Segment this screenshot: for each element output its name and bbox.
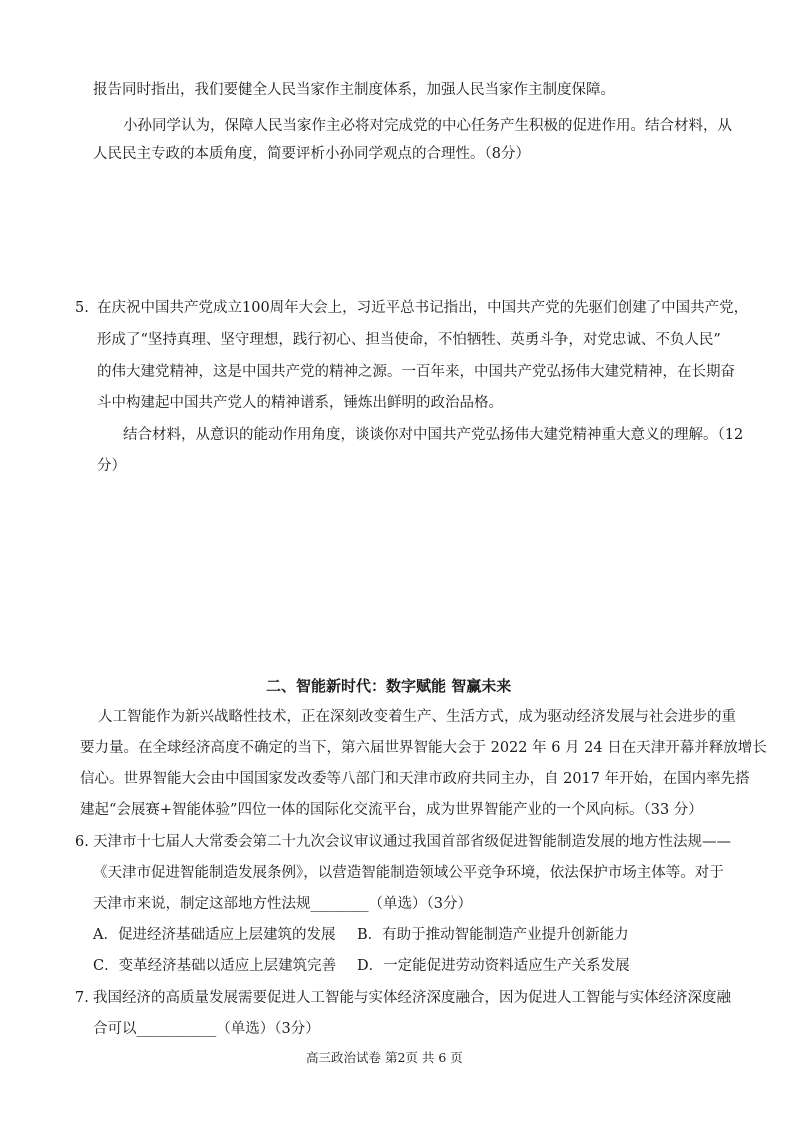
q5-prompt-line-1: 结合材料，从意识的能动作用角度，谈谈你对中国共产党弘扬伟大建党精神重大意义的理解。（12 [123,427,744,443]
q6-option-c: C．变革经济基础以适应上层建筑完善 [93,958,337,974]
section-intro-line-1: 人工智能作为新兴战略性技术，正在深刻改变着生产、生活方式，成为驱动经济发展与社会进步的重 [98,709,736,725]
q5-line-3: 的伟大建党精神，这是中国共产党的精神之源。一百年来，中国共产党弘扬伟大建党精神，在长期奋 [97,364,735,380]
section-intro-line-2: 要力量。在全球经济高度不确定的当下，第六届世界智能大会于 2022 年 6 月 24 日在天津开幕并释放增长 [80,740,767,756]
section-intro-line-3: 信心。世界智能大会由中国国家发改委等八部门和天津市政府共同主办，自 2017 年开始，在国内率先搭 [80,771,750,787]
section-title: 二、智能新时代：数字赋能 智赢未来 [266,677,512,695]
q4-line-1: 报告同时指出，我们要健全人民当家作主制度体系，加强人民当家作主制度保障。 [93,82,615,98]
q6-option-b: B．有助于推动智能制造产业提升创新能力 [357,927,629,943]
q4-prompt-line-1: 小孙同学认为，保障人民当家作主必将对完成党的中心任务产生积极的促进作用。结合材料，从 [123,118,732,134]
q5-number: 5. [75,300,89,316]
q5-line-2: 形成了“坚持真理、坚守理想，践行初心、担当使命，不怕牺牲、英勇斗争，对党忠诚、不负人民” [97,332,721,348]
q7-line-2: 合可以___________（单选）（3分） [93,1021,320,1037]
q6-option-a: A．促进经济基础适应上层建筑的发展 [93,927,336,943]
q6-line-1: 天津市十七届人大常委会第二十九次会议审议通过我国首部省级促进智能制造发展的地方性法规—— [93,834,731,850]
section-intro-line-4: 建起“会展赛+智能体验”四位一体的国际化交流平台，成为世界智能产业的一个风向标。（33 分） [80,802,703,818]
q4-prompt-line-2: 人民民主专政的本质角度，简要评析小孙同学观点的合理性。（8分） [93,146,530,162]
q6-number: 6. [75,834,89,850]
q6-line-2: 《天津市促进智能制造发展条例》，以营造智能制造领域公平竞争环境，依法保护市场主体等。对于 [93,865,724,881]
q7-line-1: 我国经济的高质量发展需要促进人工智能与实体经济深度融合，因为促进人工智能与实体经济深度融 [93,990,731,1006]
q6-option-d: D．一定能促进劳动资料适应生产关系发展 [357,958,630,974]
q5-line-1: 在庆祝中国共产党成立100周年大会上，习近平总书记指出，中国共产党的先驱们创建了中国共产党， [97,300,749,316]
q6-line-3: 天津市来说，制定这部地方性法规________（单选）（3分） [93,896,472,912]
q5-line-4: 斗中构建起中国共产党人的精神谱系，锤炼出鲜明的政治品格。 [97,395,503,411]
page-footer: 高三政治试卷 第2页 共 6 页 [306,1050,463,1065]
q7-number: 7. [75,990,89,1006]
q5-prompt-line-2: 分） [97,458,126,474]
